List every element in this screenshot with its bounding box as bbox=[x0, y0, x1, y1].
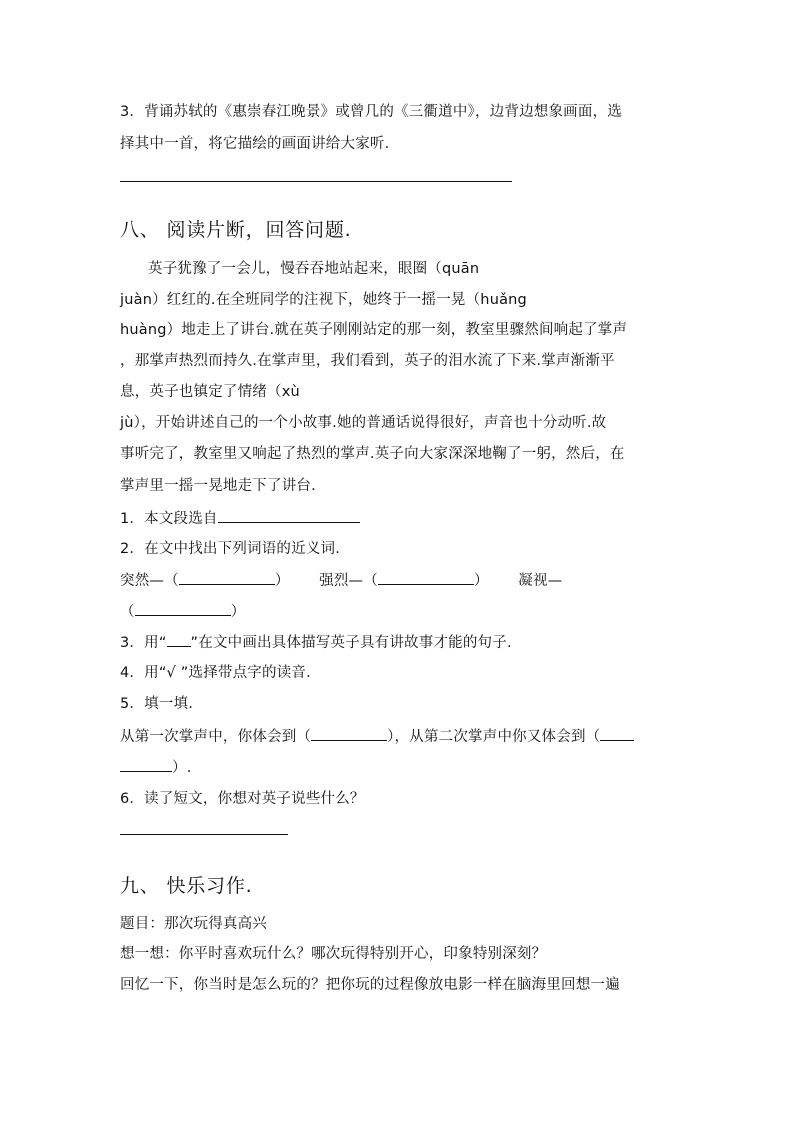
q7-item3-line1: 3．背诵苏轼的《惠崇春江晚景》或曾几的《三衢道中》，边背边想象画面，选 bbox=[120, 104, 622, 120]
question-3-pre: 3．用“ bbox=[120, 635, 167, 651]
question-6-answer-line[interactable] bbox=[120, 834, 288, 835]
question-3-post: ”在文中画出具体描写英子具有讲故事才能的句子. bbox=[190, 635, 512, 651]
synonym-2-close: ） bbox=[473, 573, 489, 589]
synonym-1-label: 突然—（ bbox=[120, 573, 179, 589]
question-1 bbox=[120, 508, 360, 529]
synonym-2-blank[interactable] bbox=[378, 570, 474, 585]
section8-title: 八、 阅读片断，回答问题. bbox=[120, 219, 352, 241]
underline-sample bbox=[167, 632, 191, 647]
synonym-3-open: （ bbox=[120, 604, 135, 620]
synonym-1-close: ） bbox=[274, 573, 290, 589]
q7-item3-line2: 择其中一首，将它描绘的画面讲给大家听. bbox=[120, 136, 390, 152]
q5-end: ）. bbox=[172, 760, 192, 776]
question-3 bbox=[120, 632, 512, 653]
synonym-1-blank[interactable] bbox=[179, 570, 275, 585]
question-5: 5．填一填. bbox=[120, 696, 194, 712]
synonym-2-label: 强烈—（ bbox=[319, 573, 378, 589]
q5-blank-1[interactable] bbox=[311, 726, 387, 741]
passage-line-7: 事听完了，教室里又响起了热烈的掌声.英子向大家深深地鞠了一躬，然后，在 bbox=[120, 446, 625, 462]
passage-line-3: huàng）地走上了讲台.就在英子刚刚站定的那一刻，教室里骤然间响起了掌声 bbox=[120, 322, 628, 338]
question-5-line2 bbox=[120, 757, 192, 778]
q7-answer-line[interactable] bbox=[120, 181, 512, 182]
question-1-blank[interactable] bbox=[218, 508, 360, 523]
question-2: 2．在文中找出下列词语的近义词. bbox=[120, 541, 341, 557]
passage-line-8: 掌声里一摇一晃地走下了讲台. bbox=[120, 478, 316, 494]
essay-think: 想一想：你平时喜欢玩什么？哪次玩得特别开心，印象特别深刻？ bbox=[120, 946, 547, 962]
question-5-line1 bbox=[120, 726, 634, 747]
q5-blank-2b[interactable] bbox=[120, 757, 172, 772]
q5-part-b: ），从第二次掌声中你又体会到（ bbox=[387, 729, 601, 745]
question-4: 4．用“√ ”选择带点字的读音. bbox=[120, 665, 311, 681]
synonym-3-blank[interactable] bbox=[135, 601, 231, 616]
section9-title: 九、 快乐习作. bbox=[120, 875, 253, 897]
passage-line-5: 息，英子也镇定了情绪（xù bbox=[120, 384, 300, 400]
passage-line-2: juàn）红红的.在全班同学的注视下，她终于一摇一晃（huǎng bbox=[120, 292, 527, 308]
question-2-words-cont bbox=[120, 601, 245, 622]
synonym-3-label: 凝视— bbox=[518, 573, 563, 589]
passage-line-1: 英子犹豫了一会儿，慢吞吞地站起来，眼圈（quān bbox=[148, 261, 480, 277]
passage-line-6: jù），开始讲述自己的一个小故事.她的普通话说得很好，声音也十分动听.故 bbox=[120, 415, 607, 431]
question-1-text: 1．本文段选自 bbox=[120, 511, 218, 527]
essay-topic: 题目：那次玩得真高兴 bbox=[120, 916, 267, 932]
essay-recall: 回忆一下，你当时是怎么玩的？把你玩的过程像放电影一样在脑海里回想一遍 bbox=[120, 977, 620, 993]
question-2-words bbox=[120, 570, 562, 591]
question-6: 6．读了短文，你想对英子说些什么？ bbox=[120, 791, 365, 807]
q5-part-a: 从第一次掌声中，你体会到（ bbox=[120, 729, 312, 745]
synonym-3-close: ） bbox=[230, 604, 246, 620]
passage-line-4: ，那掌声热烈而持久.在掌声里，我们看到，英子的泪水流了下来.掌声渐渐平 bbox=[120, 353, 615, 369]
q5-blank-2a[interactable] bbox=[600, 726, 634, 741]
